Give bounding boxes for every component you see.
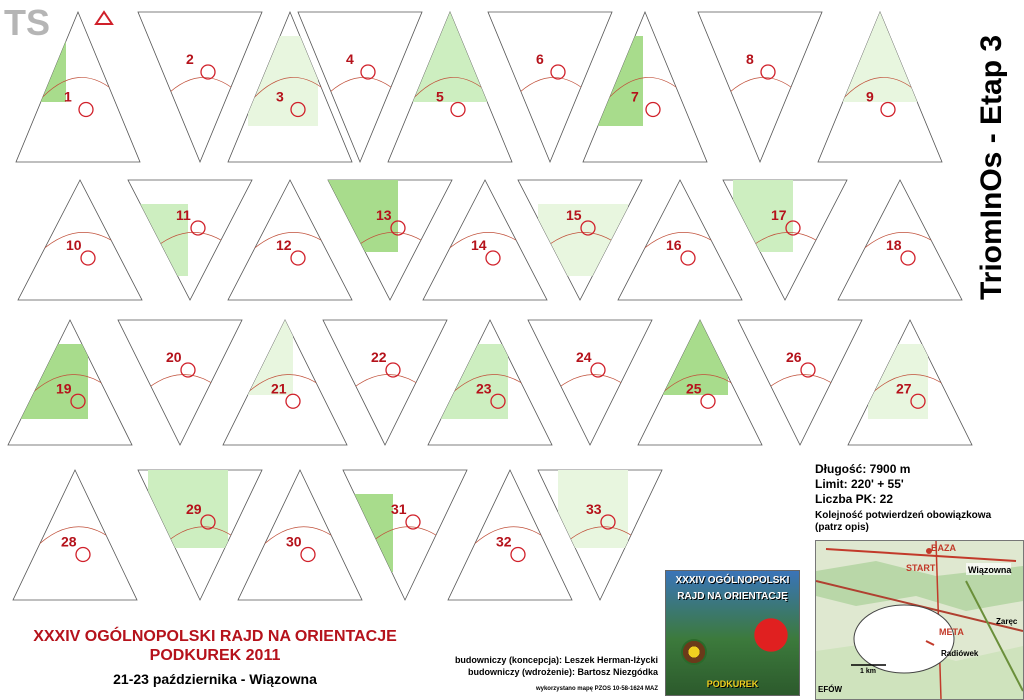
overview-meta-label: META: [939, 627, 964, 637]
control-number: 31: [391, 501, 407, 517]
control-number: 21: [271, 380, 287, 397]
map-triangle: [818, 12, 942, 162]
overview-baza-label: BAZA: [931, 543, 956, 553]
control-number: 7: [631, 88, 639, 105]
map-triangle: [128, 180, 252, 300]
map-triangle: [323, 320, 447, 445]
overview-map: [815, 540, 1024, 700]
control-number: 32: [496, 533, 512, 550]
map-triangle: [428, 320, 552, 445]
control-number: 16: [666, 237, 682, 253]
control-number: 11: [176, 207, 191, 223]
control-number: 8: [746, 51, 754, 67]
triangle-frame: [128, 180, 252, 300]
map-triangle: [838, 180, 962, 300]
overview-west-label: EFÓW: [818, 685, 842, 694]
overview-town-label: Wiązowna: [968, 565, 1012, 575]
event-subtitle: PODKUREK 2011: [149, 647, 281, 664]
control-number: 23: [476, 380, 492, 397]
map-triangle: [738, 320, 862, 445]
overview-east-label: Zaręc: [996, 617, 1018, 626]
credits: [440, 654, 658, 678]
control-number: 25: [686, 380, 702, 397]
control-number: 20: [166, 349, 182, 365]
map-triangle: [8, 320, 132, 445]
map-triangle: [223, 320, 347, 445]
order-note-line1: Kolejność potwierdzeń obowiązkowa: [815, 510, 992, 521]
poster-line1: XXXIV OGÓLNOPOLSKI: [675, 575, 790, 586]
control-number: 5: [436, 88, 444, 105]
map-triangle: [698, 12, 822, 162]
triangle-frame: [343, 470, 467, 600]
control-number: 24: [576, 349, 592, 365]
map-triangle: [228, 180, 352, 300]
overview-etap-label: ETAP 3: [888, 633, 919, 643]
order-note-line2: (patrz opis): [815, 522, 869, 533]
control-number: 33: [586, 501, 602, 517]
triangle-frame: [698, 12, 822, 162]
map-source: wykorzystano mapę PZOS 10-58-1624 MAZ: [535, 686, 658, 692]
map-triangle: [138, 470, 262, 600]
control-number: 13: [376, 207, 392, 223]
overview-scale-label: 1 km: [860, 668, 876, 675]
event-logo-icon: [681, 639, 707, 665]
map-triangle: [18, 180, 142, 300]
map-triangle: [13, 470, 137, 600]
map-triangle: [118, 320, 242, 445]
map-triangle: [343, 470, 467, 600]
map-triangle: [638, 320, 762, 445]
control-number: 3: [276, 88, 284, 105]
overview-start-label: START: [906, 563, 936, 573]
map-triangle: [528, 320, 652, 445]
control-number: 12: [276, 237, 292, 253]
corner-tag: TS: [4, 2, 51, 43]
start-marker-icon: [96, 12, 112, 24]
mascot-icon: [751, 611, 791, 671]
control-number: 18: [886, 237, 902, 253]
control-number: 27: [896, 380, 912, 397]
control-number: 29: [186, 501, 202, 517]
triangle-frame: [738, 320, 862, 445]
poster-bottom: PODKUREK: [706, 679, 759, 689]
control-number: 22: [371, 349, 387, 365]
control-number: 2: [186, 51, 194, 67]
overview-village-label: Radiówek: [941, 649, 979, 658]
vegetation-area: [538, 204, 628, 276]
control-number: 15: [566, 207, 582, 223]
stage-title: [965, 20, 1024, 300]
triangle-frame: [118, 320, 242, 445]
control-number: 1: [64, 88, 72, 105]
event-poster: [665, 570, 800, 696]
event-title: XXXIV OGÓLNOPOLSKI RAJD NA ORIENTACJE: [33, 628, 397, 645]
triangle-frame: [528, 320, 652, 445]
control-number: 28: [61, 533, 77, 550]
course-length: Długość: 7900 m: [815, 462, 911, 476]
control-number: 17: [771, 207, 787, 223]
map-triangle: [618, 180, 742, 300]
order-note: [815, 510, 1015, 534]
event-date-place: 21-23 października - Wiązowna: [113, 671, 317, 687]
control-number: 19: [56, 380, 72, 397]
vegetation-area: [248, 36, 318, 126]
triangle-frame: [323, 320, 447, 445]
map-triangle: [238, 470, 362, 600]
course-limit: Limit: 220' + 55': [815, 477, 904, 491]
poster-line2: RAJD NA ORIENTACJĘ: [677, 591, 788, 602]
stage-title-text: TriomInOs - Etap 3: [975, 34, 1008, 300]
control-number: 6: [536, 51, 544, 67]
control-number: 26: [786, 349, 802, 365]
control-number: 10: [66, 237, 82, 253]
vegetation-area: [838, 12, 918, 102]
map-triangle: [848, 320, 972, 445]
control-number: 14: [471, 237, 487, 253]
course-controls: Liczba PK: 22: [815, 492, 894, 506]
course-info: [815, 462, 910, 507]
credit-concept: budowniczy (koncepcja): Leszek Herman-Iżycki: [454, 655, 658, 665]
event-title-block: [0, 628, 430, 687]
vegetation-area: [638, 320, 728, 395]
control-number: 4: [346, 51, 354, 67]
credit-implementation: budowniczy (wdrożenie): Bartosz Niezgódka: [467, 667, 658, 677]
control-number: 30: [286, 533, 302, 550]
map-triangle: [723, 180, 847, 300]
control-number: 9: [866, 88, 874, 105]
